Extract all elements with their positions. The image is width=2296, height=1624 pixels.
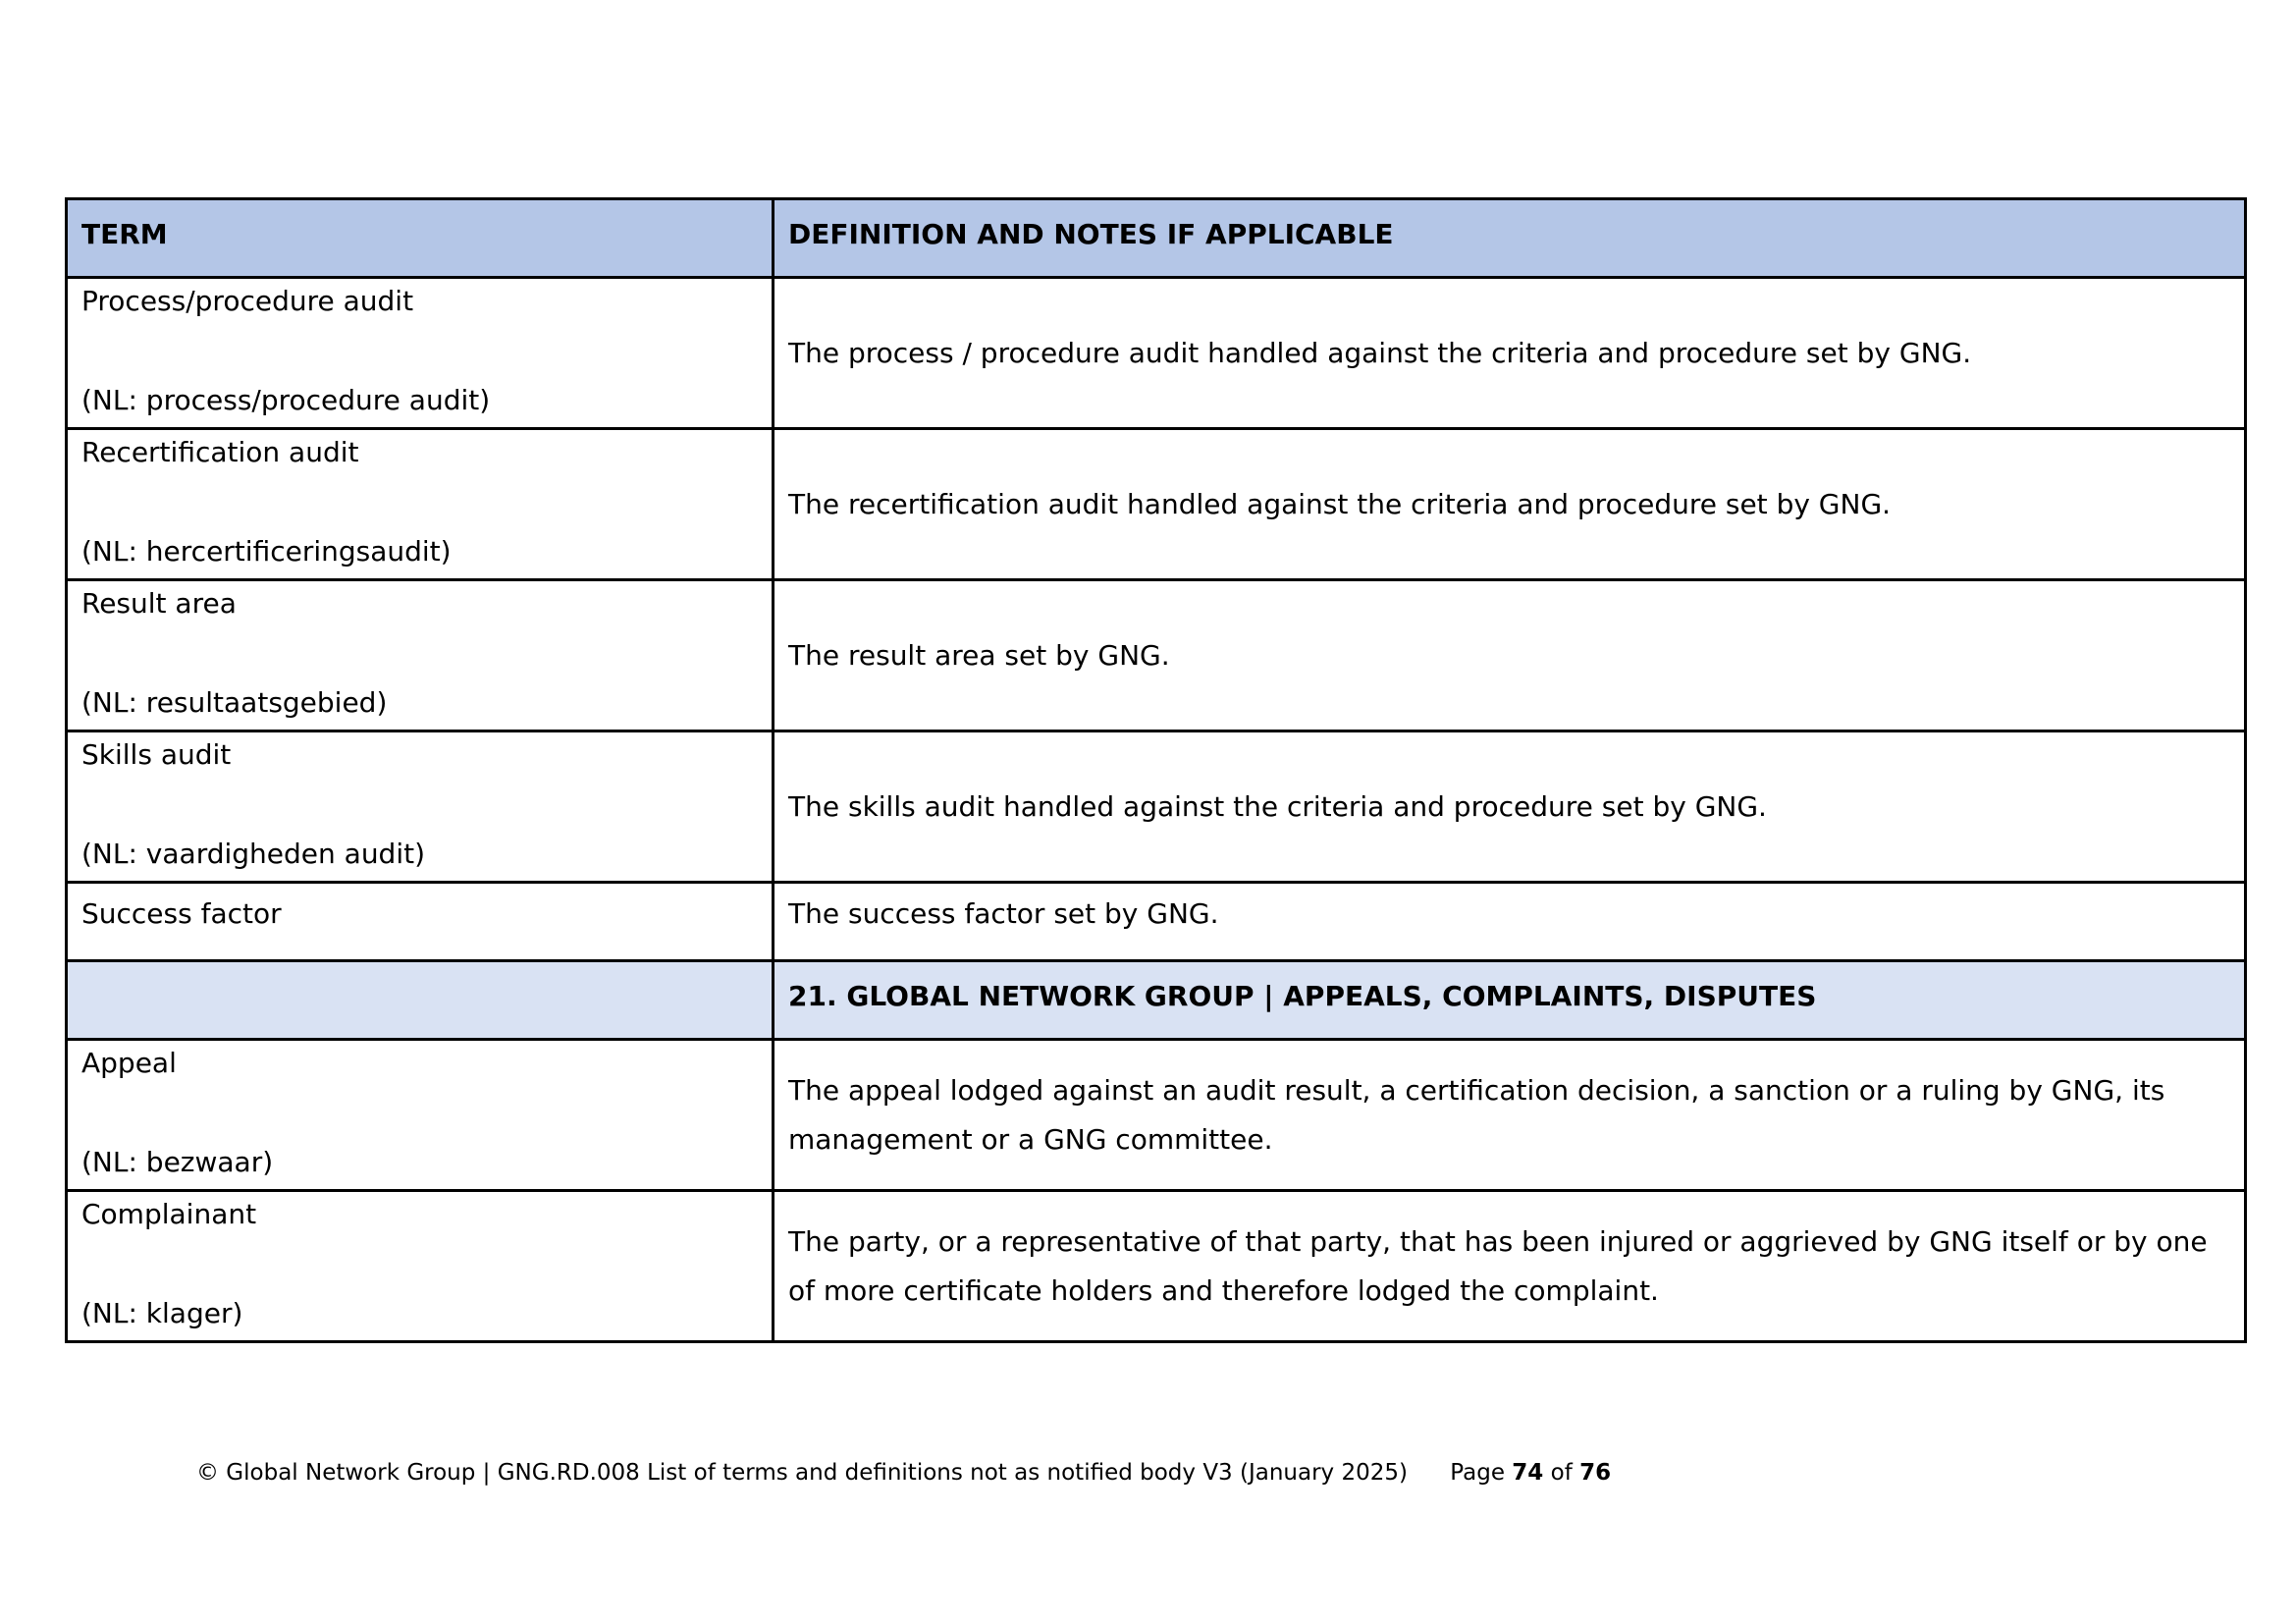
term-cell: Success factor [67,883,774,961]
term-cell [67,1040,774,1191]
term-cell [67,731,774,883]
definition-cell: The result area set by GNG. [774,580,2246,731]
term-name: Recertification audit [81,436,359,468]
definition-line: The party, or a representative of that party, that has been injured or aggrieved by GNG itself or by one [788,1224,2208,1258]
footer-page-total: 76 [1579,1460,1612,1486]
table-row [67,883,2246,961]
term-cell [67,1191,774,1342]
term-nl: (NL: resultaatsgebied) [81,686,388,719]
table-row [67,731,2246,883]
header-term: TERM [67,199,774,278]
definition-line: The appeal lodged against an audit result, a certification decision, a sanction or a ruling by GNG, its [788,1073,2165,1107]
footer-copyright: © Global Network Group | GNG.RD.008 List of terms and definitions not as notified body V3 (January 2025) [196,1460,1408,1486]
term-nl: (NL: bezwaar) [81,1146,274,1178]
definition-cell: The recertification audit handled against the criteria and procedure set by GNG. [774,429,2246,580]
definition-cell: The skills audit handled against the criteria and procedure set by GNG. [774,731,2246,883]
definition-line: management or a GNG committee. [788,1122,1273,1156]
term-name: Complainant [81,1198,257,1230]
terms-table [65,197,2247,1343]
definition-line: of more certificate holders and therefore lodged the complaint. [788,1273,1659,1307]
table-row [67,1040,2246,1191]
term-name: Result area [81,587,237,620]
definition-cell: The process / procedure audit handled against the criteria and procedure set by GNG. [774,278,2246,429]
term-nl: (NL: hercertificeringsaudit) [81,535,452,568]
term-nl: (NL: klager) [81,1297,243,1329]
footer-page-current: 74 [1512,1460,1544,1486]
table-row [67,580,2246,731]
definition-cell [774,1191,2246,1342]
table-row [67,1191,2246,1342]
table-row [67,429,2246,580]
term-cell [67,580,774,731]
term-nl: (NL: process/procedure audit) [81,384,491,416]
footer-page-of: of [1550,1460,1573,1486]
table-header-row [67,199,2246,278]
definition-cell: The success factor set by GNG. [774,883,2246,961]
definition-cell [774,1040,2246,1191]
term-nl: (NL: vaardigheden audit) [81,838,426,870]
term-name: Process/procedure audit [81,285,414,317]
table-row [67,278,2246,429]
section-heading-empty [67,961,774,1040]
section-heading-row [67,961,2246,1040]
page-footer [196,1459,1611,1487]
footer-page-label: Page [1450,1460,1505,1486]
section-heading: 21. GLOBAL NETWORK GROUP | APPEALS, COMPLAINTS, DISPUTES [774,961,2246,1040]
header-definition: DEFINITION AND NOTES IF APPLICABLE [774,199,2246,278]
term-cell [67,278,774,429]
term-cell [67,429,774,580]
term-name: Appeal [81,1047,177,1079]
term-name: Skills audit [81,738,232,771]
